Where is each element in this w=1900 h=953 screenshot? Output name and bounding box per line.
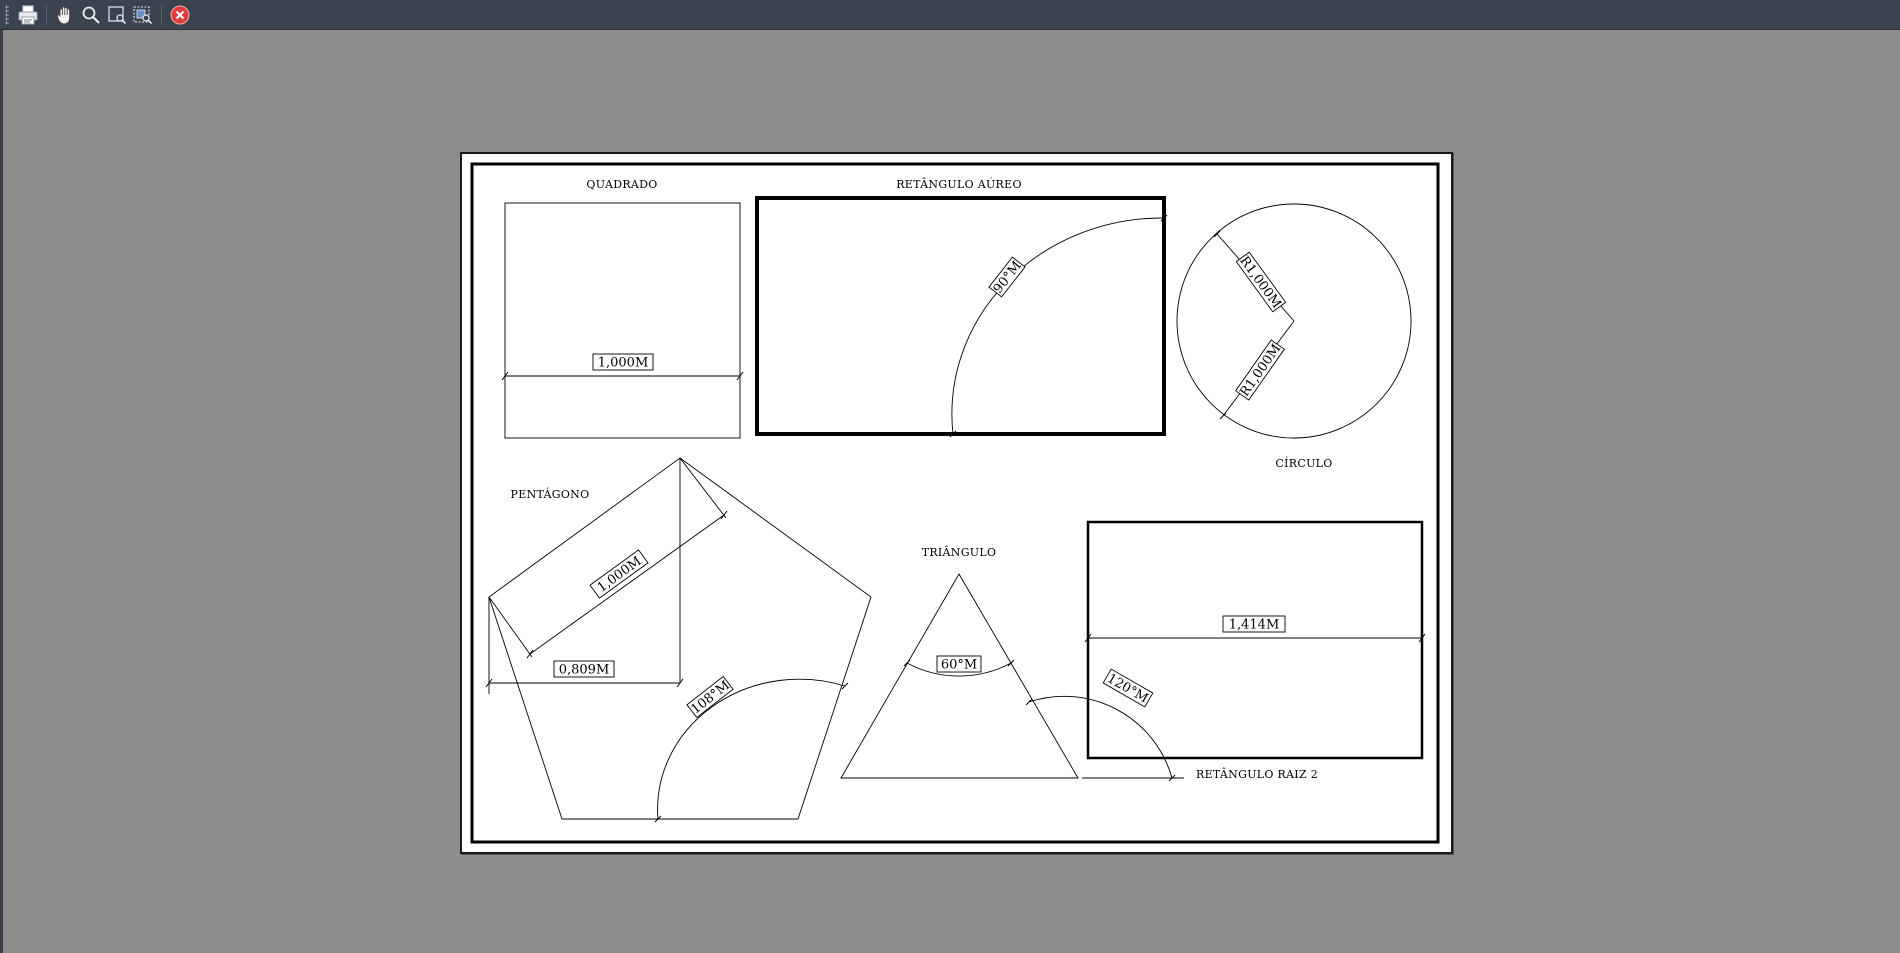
toolbar-grip[interactable] [5,5,9,25]
golden-arc [952,218,1164,434]
preview-toolbar [0,0,1900,30]
pentagon-side-text: 1,000M [594,553,645,596]
toolbar-separator [161,5,162,25]
pentagon-angle-text: 108°M [688,678,733,718]
dimension-tick [842,683,848,689]
drawing-canvas [462,154,1455,856]
pentagon-title: PENTÁGONO [510,488,590,501]
pentagon-angle-arc [658,679,845,819]
dimension-tick [1026,699,1032,705]
print-button[interactable] [15,2,41,28]
circle-radius-text-1: R1,000M [1236,253,1284,312]
close-preview-button[interactable] [167,2,193,28]
root2-rectangle-shape [1088,522,1422,758]
triangle-angle-text: 60°M [940,657,978,673]
extension-line [489,597,532,657]
circle-radius-label [1236,340,1285,400]
zoom-icon [80,4,102,26]
pentagon-offset-text: 0,809M [558,662,610,678]
root2-angle-label [1103,669,1153,707]
zoom-window-button[interactable] [104,2,130,28]
square-dimension-label [593,354,653,371]
golden-arc-text: 90°M [990,258,1025,297]
dimension-tick [1008,660,1014,666]
zoom-extents-button[interactable] [130,2,156,28]
golden-rectangle-title: RETÂNGULO AÚREO [896,178,1022,191]
golden-rectangle-shape [757,198,1164,434]
square-title: QUADRADO [586,178,658,191]
zoom-button[interactable] [78,2,104,28]
pan-button[interactable] [52,2,78,28]
golden-arc-label [989,257,1025,297]
plot-preview-sheet[interactable] [460,152,1453,854]
pentagon-offset-label [554,661,614,678]
extension-line [680,458,726,518]
left-window-edge [0,0,3,953]
triangle-title: TRIÂNGULO [921,546,997,559]
pentagon-angle-label [687,677,733,718]
close-preview-icon [169,4,191,26]
square-shape [505,203,740,438]
zoom-extents-icon [132,4,154,26]
toolbar-separator [46,5,47,25]
square-width-text: 1,000M [597,355,649,371]
circle-title: CÍRCULO [1275,457,1333,470]
printer-icon [17,4,39,26]
dimension-tick [904,660,910,666]
root2-angle-arc [1029,696,1172,778]
pan-hand-icon [54,4,76,26]
pentagon-side-dimension [530,515,724,654]
root2-width-label [1223,616,1285,633]
pentagon-side-label [590,550,648,599]
root2-angle-text: 120°M [1104,671,1151,707]
triangle-angle-label [937,656,981,673]
root2-rectangle-title: RETÂNGULO RAIZ 2 [1195,768,1319,781]
circle-radius-label [1236,252,1286,312]
drawing-border [472,164,1438,842]
zoom-window-icon [106,4,128,26]
circle-radius-text-2: R1,000M [1237,341,1285,400]
root2-width-text: 1,414M [1228,617,1280,633]
